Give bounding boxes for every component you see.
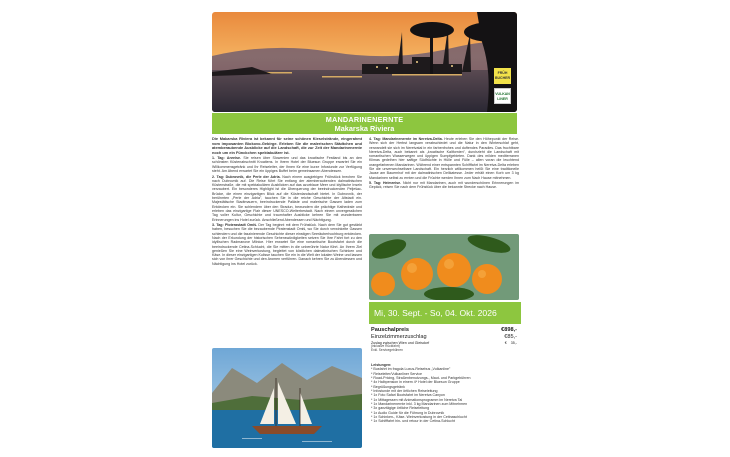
price-label: Pauschalpreis xyxy=(371,327,411,333)
service-item: * 1x Audio Guide für die Führung in Dubrovnik xyxy=(371,410,445,415)
day-2-text: Nach einem ausgiebigen Frühstück brechen Sie nach Dubrovnik auf. Die Reise führt Sie entlang der atemberaubenden dalmatinischen Küstenstraße, die mit spektakulären Ausblicken auf das azurblaue Meer und idyllische Inseln verzaubert. Ein besonderes Highlight ist die Überquerung der beeindruckenden Pelješac-Brücke, die einen einzigartigen Blick auf die Küstenlandschaft bietet. In Dubrovnik, der berühmten „Perle der Adria", tauchen Sie in die reiche Geschichte der Altstadt ein. Majestätische Stadtmauern, beeindruckende Paläste und malerische Gassen laden zum Entdecken ein. Sie schlendern über den Stradun, bewundern die prächtige Kathedrale und erleben das einzigartige Flair dieser UNESCO-Welterbestadt. Nach einem unvergesslichen Tag voller Kultur, Geschichte und traumhafter Ausblicke kehren Sie mit wunderbaren Erinnerungen ins Hotel zurück. Anschließend Abendessen und Nächtigung. xyxy=(212,174,363,222)
itinerary-right xyxy=(369,137,519,191)
price-note: (inklusive Rückfahrt) xyxy=(371,344,400,349)
mandarin-photo xyxy=(369,234,519,300)
day-3-title: 3. Tag: Ploterastadt Omiš. xyxy=(212,223,258,228)
currency-symbol: € xyxy=(504,341,507,345)
day-4-text: Heute erleben Sie den Höhepunkt der Reise. Wenn sich der Herbst langsam verabschiedet und die Natur in den Winterschlaf geht, verwandelt sie sich im Neretvatal in ein farbenfrohes und duftendes Paradies. Das fruchtbare Neretva-Delta, auch bekannt als „kroatische Kalifornien", durchzieht die Landschaft mit romantischen Wasserwegen und üppigen Sumpfgebieten. Dank des milden mediterranen Klimas gedeihen hier saftige Südfrüchte in Hülle und Fülle – allen voran die leuchtend orangefarbenen Mandarinen. Während einer entspannten Schifffahrt im Neretva-Delta erleben Sie die unverwechselbare Landschaft. Ein herzlich willkommen heißt Sie eine traditionelle Jause am Bauernhof mit der dalmatinischen Delikatesse. Jeder erhält einen Korb um 3 kg Mandarinen selbst zu ernten und die Früchte werden Ihnen zum Nach Hause mitnehmen. xyxy=(369,137,519,180)
day-5-title: 5. Tag: Heimreise. xyxy=(369,181,402,186)
price-row xyxy=(371,334,517,341)
day-1 xyxy=(212,156,362,173)
vulkanliner-badge-label: VULKAN LINER xyxy=(495,92,510,101)
travel-dates: Mi, 30. Sept. - So, 04. Okt. 2026 xyxy=(369,302,521,324)
service-item: * 1x Mandarinenernte inkl. 3 kg Mandarinen zum Mitnehmen xyxy=(371,402,468,407)
price-table xyxy=(371,327,517,353)
day-2 xyxy=(212,175,362,222)
service-item: * Infostunde mit der örtlichen Reiseleitung xyxy=(371,389,438,394)
service-item: * 1x Mittagessen mit Animationsprogramm im Neretva Tal xyxy=(371,397,463,402)
price-value-group xyxy=(505,341,517,345)
services-list xyxy=(371,363,519,424)
itinerary-left xyxy=(212,137,362,267)
service-item: * 1x Foto Safari Bootsfahrt im Neretva Canyon xyxy=(371,393,445,398)
price-row xyxy=(371,327,517,334)
service-item: * Reiseleiter/Vulkanliner Service xyxy=(371,371,423,376)
service-item: * 3x ganztägige örtliche Reiseleitung xyxy=(371,406,430,411)
service-item: * Road-Pricing, Straßenbenutzungs-, Maut- und Parkgebühren xyxy=(371,376,471,381)
price-value: €85,- xyxy=(504,334,517,340)
services-heading: Leistungen: xyxy=(371,363,392,367)
title-banner xyxy=(212,113,517,134)
intro-text: Die Makarska Riviera ist bekannt für seine schönen Kieselstrände, eingerahmt vom imposanten Biokovo-Gebirge. Erleben Sie die malerischen Städtchen und atemberaubende Ausblicke auf die Landschaft, die zur Zeit der Mandarinenernte noch um ein Fünckchen spektakulärer ist. xyxy=(212,136,362,155)
price-label: Zuslag zwischen Wien und Gleisdorf xyxy=(371,341,430,345)
day-4 xyxy=(369,137,519,180)
service-item: * 1x Schifffahrt hin- und retour in der Cetina-Schlucht xyxy=(371,419,455,424)
harbour-photo xyxy=(212,12,517,112)
day-3-text: Der Tag beginnt mit dem Frühstück. Nach dem Sie gut gestärkt haben, besuchen Sie die bezaubernde Piratenstadt Omiš, wo Sie durch verwinkelte Gassen schlendern und die faszinierende Geschichte dieser einstigen Seeräuberhochburg entdecken. Nach der Erkundung der historischen Sehenswürdigkeiten setzen Sie Ihre Fahrt fort zu den idyllischen Radmanove Mlinice. Hier erwartet Sie eine romantische Bootsfahrt durch die beeindruckende Cetina-Schlucht, die Sie mitten in die unberührte Natur führt. An Ihrem Ziel genießen Sie eine Weinverkostung, begleitet von köstlichen dalmatinischen Schinken und Käse. In dieser einzigartigen Kulisse tauchen Sie ein in die Welt der lokalen Weine und lassen sich von ihrer Geschichte und den Aromen verführen. Danach kehren Sie zu Abendessen und Nächtigung ins Hotel zurück. xyxy=(212,223,362,266)
price-note: Exkl. Servicegebühren xyxy=(371,348,403,352)
brochure-page xyxy=(207,10,522,450)
day-3 xyxy=(212,223,362,266)
vulkanliner-badge xyxy=(494,88,511,104)
day-4-title: 4. Tag: Mandarinenernte im Neretva-Delta. xyxy=(369,137,443,141)
price-label: Einzelzimmerzuschlag xyxy=(371,334,428,340)
service-item: * Busfahrt im fragola Luxus-Reisebus „Vulkanline" xyxy=(371,367,451,372)
frühbucher-badge-label: FRÜH BUCHER xyxy=(495,71,510,80)
day-5 xyxy=(369,181,519,190)
service-item: * 1x Schinken-, Käse- Weinverkostung in der Cetinaschlucht xyxy=(371,415,467,420)
price-value: €898,- xyxy=(501,327,517,333)
price-value: 35,- xyxy=(510,341,517,345)
day-5-text: Nicht nur mit Mandarinen, auch mit wunderschönen Erinnerungen im Gepäck, reisen Sie nach dem Frühstück über die bekannte Strecke nach Hause. xyxy=(369,181,520,190)
day-1-title: 1. Tag: Anreise. xyxy=(212,156,242,161)
service-item: * Begrüßungsgetränk xyxy=(371,384,405,389)
day-2-title: 2. Tag: Dubrovnik, die Perle der Adria. xyxy=(212,174,281,179)
sailing-ship-photo xyxy=(212,348,362,448)
service-item: * 4x Halbpension in einem 4* Hotel der Bluesun Gruppe xyxy=(371,380,460,385)
page-subtitle: Makarska Riviera xyxy=(334,124,395,133)
page-title: MANDARINENERNTE xyxy=(325,115,404,124)
day-1-text: Sie reisen über Slowenien und das kroatische Festland bis an den schönsten Küstenabschnitt Kroatiens. In Ihrem Hotel der Bluesun Gruppe erwartet Sie ein Willkommensgetränk und Ihr Reiseleiter, der Ihnen für eine kurze Infostunde zur Verfügung steht. Am Abend erwartet Sie ein üppiges Buffet beim gemeinsamen Abendessen. xyxy=(212,156,362,174)
frühbucher-badge xyxy=(494,68,511,84)
